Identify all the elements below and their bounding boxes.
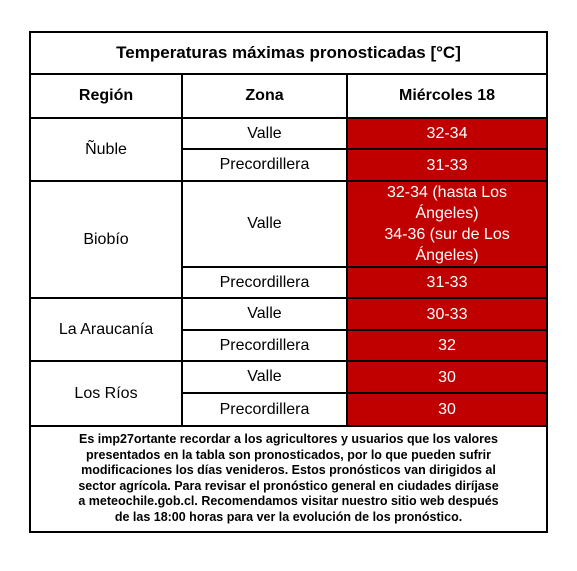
value-cell (347, 267, 547, 298)
zone-cell: Precordillera (182, 393, 347, 426)
region-cell: La Araucanía (30, 298, 182, 361)
note-line: sector agrícola. Para revisar el pronóstico general en ciudades diríjase (78, 478, 499, 493)
table-title: Temperaturas máximas pronosticadas [°C] (30, 32, 547, 74)
zone-cell: Valle (182, 181, 347, 267)
value-text: 31-33 (426, 274, 468, 291)
value-text: 32-34 (hasta Los (386, 184, 508, 201)
zone-cell: Valle (182, 118, 347, 149)
zone-cell: Precordillera (182, 149, 347, 181)
value-text: 30 (438, 368, 456, 386)
value-text: 30-33 (426, 305, 468, 323)
value-cell (347, 149, 547, 181)
zone-cell: Valle (182, 298, 347, 330)
zone-cell: Precordillera (182, 267, 347, 298)
disclaimer-note (30, 426, 547, 532)
note-line: de las 18:00 horas para ver la evolución de los pronóstico. (114, 509, 463, 524)
note-line: modificaciones los días venideros. Estos pronósticos van dirigidos al (81, 463, 496, 477)
header-region: Región (30, 74, 182, 118)
note-line: a meteochile.gob.cl. Recomendamos visitar nuestro sitio web después (78, 494, 499, 508)
header-day: Miércoles 18 (347, 74, 547, 118)
value-text: 30 (438, 401, 456, 418)
forecast-table (29, 31, 548, 533)
region-cell: Biobío (30, 181, 182, 298)
value-text: Ángeles) (415, 247, 479, 264)
value-cell (347, 298, 547, 330)
forecast-table-container (29, 31, 546, 533)
value-text: 32-34 (426, 125, 468, 142)
value-cell (347, 361, 547, 393)
region-cell: Los Ríos (30, 361, 182, 426)
zone-cell: Precordillera (182, 330, 347, 361)
value-cell (347, 118, 547, 149)
region-cell: Ñuble (30, 118, 182, 181)
zone-cell: Valle (182, 361, 347, 393)
note-line: presentados en la tabla son pronosticados, por lo que pueden sufrir (86, 447, 491, 462)
value-text: 32 (438, 337, 456, 354)
header-zone: Zona (182, 74, 347, 118)
value-cell (347, 330, 547, 361)
value-cell (347, 393, 547, 426)
value-text: Ángeles) (415, 205, 479, 222)
note-line: Es imp27ortante recordar a los agricultores y usuarios que los valores (79, 432, 498, 446)
value-cell (347, 181, 547, 267)
value-text: 34-36 (sur de Los (384, 226, 510, 243)
value-text: 31-33 (426, 156, 468, 174)
